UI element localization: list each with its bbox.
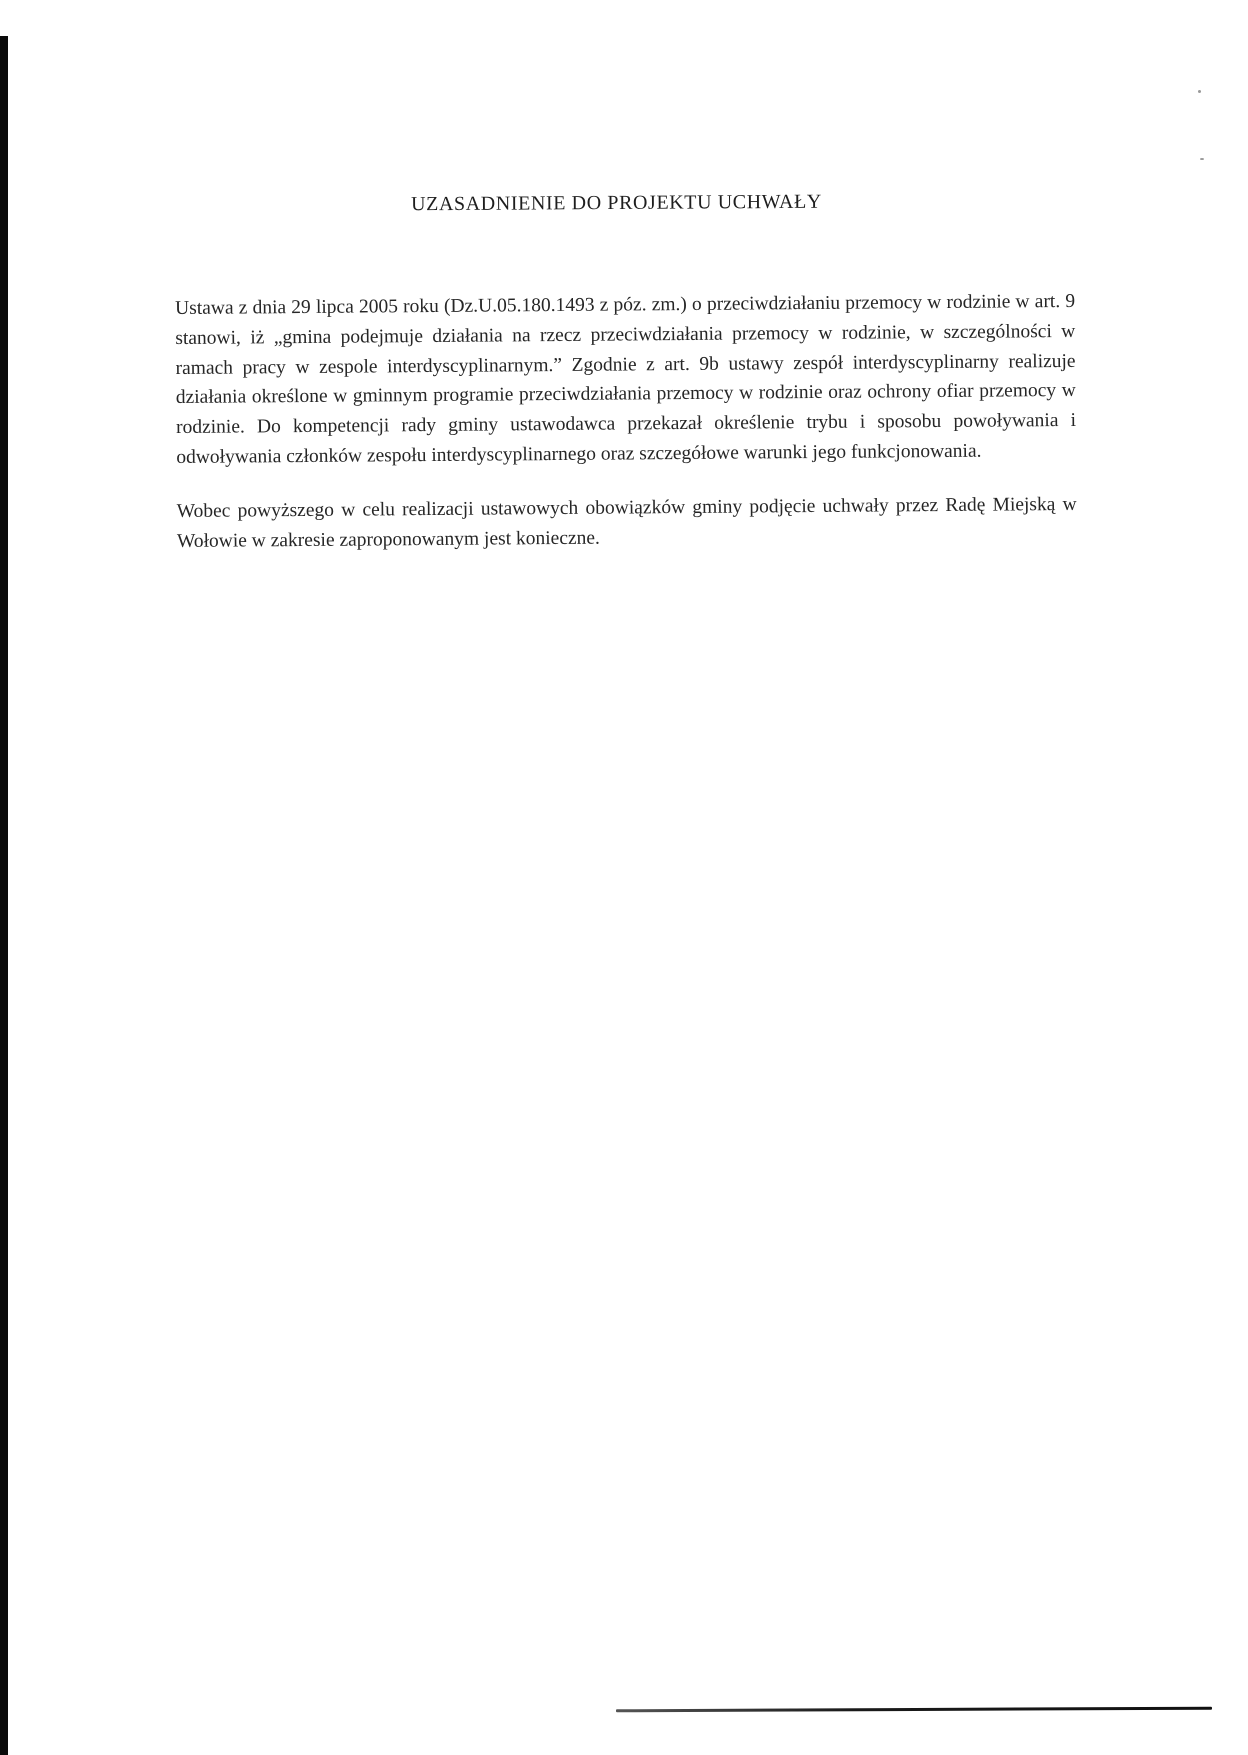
scan-speck: [1200, 158, 1204, 160]
footer-rule: [616, 1707, 1212, 1713]
paragraph-2: Wobec powyższego w celu realizacji ustawowych obowiązków gminy podjęcie uchwały przez Radę Miejską w Wołowie w zakresie zaproponowanym jest konieczne.: [176, 493, 1077, 552]
document-body: [175, 287, 1077, 556]
scan-speck: [1198, 90, 1201, 93]
document-title: UZASADNIENIE DO PROJEKTU UCHWAŁY: [411, 190, 822, 216]
scan-edge-shadow: [0, 36, 8, 1755]
paragraph-1: Ustawa z dnia 29 lipca 2005 roku (Dz.U.05.180.1493 z póz. zm.) o przeciwdziałaniu przemocy w rodzinie w art. 9 stanowi, iż „gmina podejmuje działania na rzecz przeciwdziałania przemocy w rodzinie, w szczególności w ramach pracy w zespole interdyscyplinarnym.” Zgodnie z art. 9b ustawy zespół interdyscyplinarny realizuje działania określone w gminnym programie przeciwdziałania przemocy w rodzinie oraz ochrony ofiar przemocy w rodzinie. Do kompetencji rady gminy ustawodawca przekazał określenie trybu i sposobu powoływania i odwoływania członków zespołu interdyscyplinarnego oraz szczegółowe warunki jego funkcjonowania.: [175, 290, 1077, 468]
